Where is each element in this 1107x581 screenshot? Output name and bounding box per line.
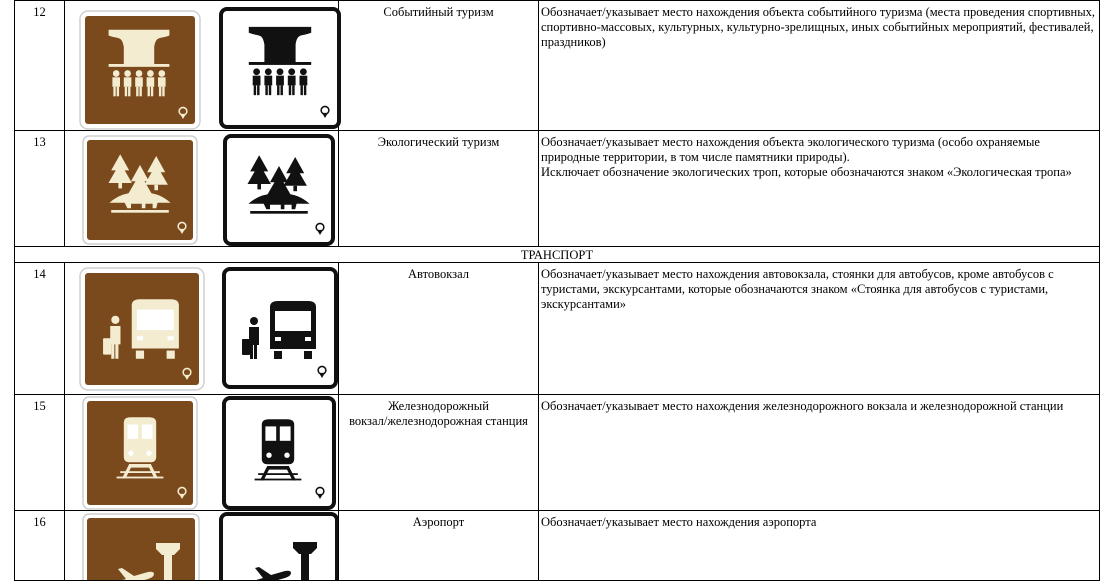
sign-description: [539, 511, 1100, 581]
table-row: [15, 263, 1100, 395]
row-number: 16: [15, 511, 65, 581]
section-row: [15, 247, 1100, 263]
table-row: [15, 131, 1100, 247]
table-row: [15, 1, 1100, 131]
sign-images: [65, 511, 339, 581]
sign-name-text: Экологический туризм: [377, 135, 500, 149]
airport-sign-brown: [82, 513, 200, 581]
description-text: Исключает обозначение экологических троп, которые обозначаются знаком «Экологическая тропа»: [541, 165, 1072, 179]
sign-name: [339, 511, 539, 581]
sign-name: [339, 395, 539, 511]
description-text: Обозначает/указывает место нахождения железнодорожного вокзала и железнодорожной станции: [541, 399, 1064, 413]
sign-name-text: вокзал/железнодорожная станция: [349, 414, 528, 428]
sign-name: [339, 131, 539, 247]
event-tourism-sign-white: [219, 7, 341, 129]
description-text: Обозначает/указывает место нахождения автовокзала, стоянки для автобусов, кроме автобусов с туристами, экскурсантами, которые обозначаются знаком «Стоянка для автобусов с туристами, экскурсантами»: [541, 267, 1054, 311]
sign-images: [65, 131, 339, 247]
eco-tourism-sign-brown: [82, 135, 198, 245]
airport-sign-white: [219, 512, 339, 581]
description-text: Обозначает/указывает место нахождения аэропорта: [541, 515, 817, 529]
bus-station-sign-white: [222, 267, 338, 389]
sign-description: [539, 131, 1100, 247]
row-number: 13: [15, 131, 65, 247]
sign-name-text: Событийный туризм: [383, 5, 494, 19]
railway-station-sign-white: [222, 396, 336, 510]
bus-station-sign-brown: [79, 267, 205, 391]
event-tourism-sign-brown: [79, 10, 201, 130]
description-text: Обозначает/указывает место нахождения объекта событийного туризма (места проведения спортивных, спортивно-массовых, культурных, культурно-зрелищных, иных событийных мероприятий, фестивалей, праздников): [541, 5, 1096, 49]
sign-description: [539, 395, 1100, 511]
sign-name-text: Железнодорожный: [388, 399, 489, 413]
sign-images: [65, 1, 339, 131]
sign-name: [339, 1, 539, 131]
row-number: 14: [15, 263, 65, 395]
sign-name: [339, 263, 539, 395]
description-text: Обозначает/указывает место нахождения объекта экологического туризма (особо охраняемые природные территории, в том числе памятники природы).: [541, 135, 1040, 164]
sign-description: [539, 263, 1100, 395]
eco-tourism-sign-white: [223, 134, 335, 246]
section-heading: ТРАНСПОРТ: [15, 247, 1100, 263]
table-row: [15, 395, 1100, 511]
sign-name-text: Аэропорт: [412, 515, 465, 529]
table-row: [15, 511, 1100, 581]
signs-table: [14, 0, 1100, 581]
row-number: 12: [15, 1, 65, 131]
sign-images: [65, 395, 339, 511]
sign-name-text: Автовокзал: [408, 267, 469, 281]
sign-images: [65, 263, 339, 395]
sign-description: [539, 1, 1100, 131]
row-number: 15: [15, 395, 65, 511]
railway-station-sign-brown: [82, 396, 198, 510]
